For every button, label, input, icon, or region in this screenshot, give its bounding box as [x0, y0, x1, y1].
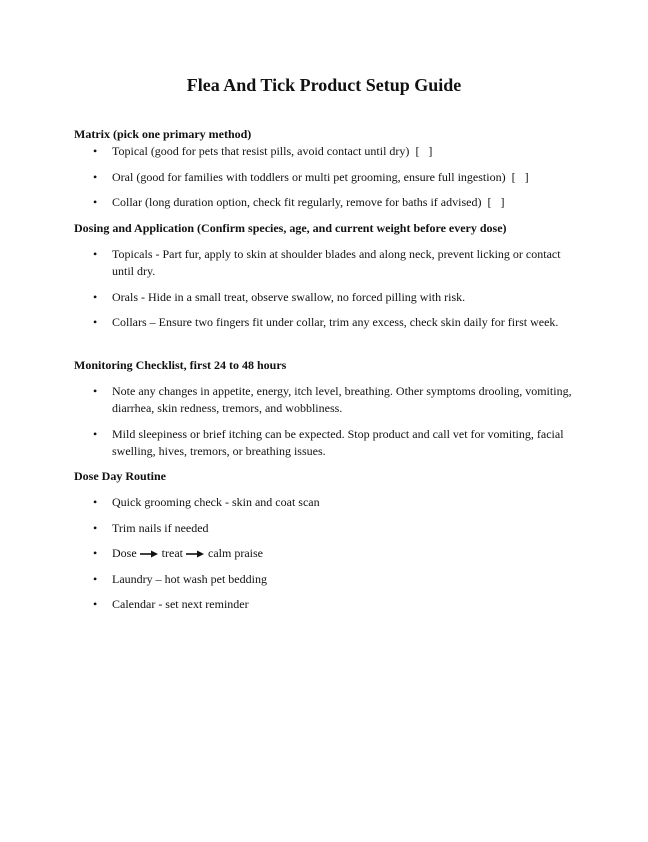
- item-text: Calendar - set next reminder: [112, 597, 249, 611]
- item-text: Note any changes in appetite, energy, itch level, breathing. Other symptoms drooling, vomiting, diarrhea, skin redness, tremors, and wobbliness.: [112, 384, 572, 415]
- item-text: Laundry – hot wash pet bedding: [112, 572, 267, 586]
- dose-steps: [112, 545, 573, 562]
- bullet: •: [93, 195, 98, 209]
- list-item: [93, 143, 573, 160]
- bullet: •: [93, 170, 98, 184]
- bullet: •: [93, 572, 98, 586]
- section-heading-routine: Dose Day Routine: [74, 469, 166, 483]
- bullet: •: [93, 546, 98, 560]
- right-arrow-icon: [140, 550, 158, 558]
- item-text: Quick grooming check - skin and coat scan: [112, 495, 320, 509]
- step-calm-praise: calm praise: [208, 546, 263, 560]
- bullet: •: [93, 597, 98, 611]
- checkbox-collar[interactable]: [ ]: [487, 195, 505, 209]
- section-heading-monitoring: Monitoring Checklist, first 24 to 48 hours: [74, 358, 287, 372]
- bullet: •: [93, 144, 98, 158]
- right-arrow-icon: [186, 550, 204, 558]
- list-item: [93, 426, 573, 460]
- list-item: [93, 194, 573, 211]
- item-text: Mild sleepiness or brief itching can be expected. Stop product and call vet for vomiting, facial swelling, hives, tremors, or breathing issues.: [112, 427, 564, 458]
- step-treat: treat: [161, 546, 183, 560]
- list-item: [93, 246, 573, 280]
- list-item: [93, 169, 573, 186]
- bullet: •: [93, 384, 98, 398]
- checkbox-topical[interactable]: [ ]: [415, 144, 433, 158]
- list-item: [93, 571, 573, 588]
- section-heading-matrix: Matrix (pick one primary method): [74, 127, 252, 141]
- step-dose: Dose: [112, 546, 137, 560]
- bullet: •: [93, 290, 98, 304]
- list-item: [93, 520, 573, 537]
- list-item: [93, 383, 573, 417]
- list-item: [93, 314, 573, 331]
- list-item: [93, 596, 573, 613]
- item-text: Collar (long duration option, check fit regularly, remove for baths if advised): [112, 195, 482, 209]
- bullet: •: [93, 495, 98, 509]
- list-item: [93, 545, 573, 562]
- item-text: Trim nails if needed: [112, 521, 209, 535]
- bullet: •: [93, 521, 98, 535]
- item-text: Topical (good for pets that resist pills, avoid contact until dry): [112, 144, 410, 158]
- list-item: [93, 289, 573, 306]
- bullet: •: [93, 427, 98, 441]
- page-title: Flea And Tick Product Setup Guide: [186, 75, 462, 95]
- item-text: Topicals - Part fur, apply to skin at shoulder blades and along neck, prevent licking or contact until dry.: [112, 247, 561, 278]
- bullet: •: [93, 315, 98, 329]
- checkbox-oral[interactable]: [ ]: [511, 170, 529, 184]
- section-heading-dosing: Dosing and Application (Confirm species, age, and current weight before every dose): [74, 221, 507, 235]
- bullet: •: [93, 247, 98, 261]
- list-item: [93, 494, 573, 511]
- item-text: Collars – Ensure two fingers fit under collar, trim any excess, check skin daily for first week.: [112, 315, 559, 329]
- item-text: Orals - Hide in a small treat, observe swallow, no forced pilling with risk.: [112, 290, 466, 304]
- item-text: Oral (good for families with toddlers or multi pet grooming, ensure full ingestion): [112, 170, 506, 184]
